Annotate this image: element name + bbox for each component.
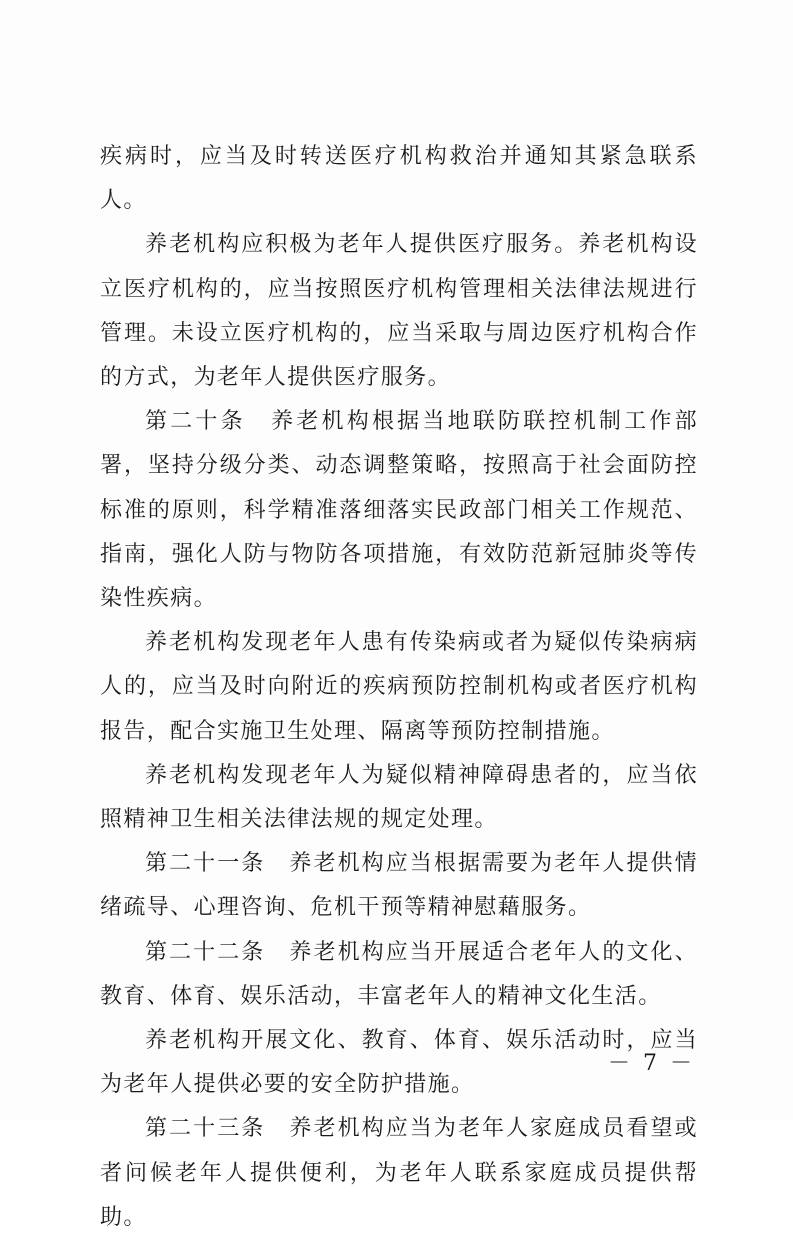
paragraph: 养老机构发现老年人为疑似精神障碍患者的，应当依照精神卫生相关法律法规的规定处理。 (100, 762, 698, 833)
page-number: － 7 － (608, 1051, 695, 1076)
paragraph: 养老机构应积极为老年人提供医疗服务。养老机构设立医疗机构的，应当按照医疗机构管理相关法律法规进行管理。未设立医疗机构的，应当采取与周边医疗机构合作的方式，为老年人提供医疗服务。 (100, 232, 698, 391)
paragraph: 第二十一条 养老机构应当根据需要为老年人提供情绪疏导、心理咨询、危机干预等精神慰藉服务。 (100, 851, 698, 921)
paragraph: 疾病时，应当及时转送医疗机构救治并通知其紧急联系人。 (100, 144, 698, 214)
paragraph: 养老机构发现老年人患有传染病或者为疑似传染病病人的，应当及时向附近的疾病预防控制机构或者医疗机构报告，配合实施卫生处理、隔离等预防控制措施。 (100, 630, 698, 744)
paragraph: 第二十三条 养老机构应当为老年人家庭成员看望或者问候老年人提供便利，为老年人联系家庭成员提供帮助。 (100, 1116, 698, 1230)
paragraph: 第二十二条 养老机构应当开展适合老年人的文化、教育、体育、娱乐活动，丰富老年人的精神文化生活。 (100, 939, 698, 1009)
paragraph: 第二十条 养老机构根据当地联防联控机制工作部署，坚持分级分类、动态调整策略，按照高于社会面防控标准的原则，科学精准落细落实民政部门相关工作规范、指南，强化人防与物防各项措施，有效防范新冠肺炎等传染性疾病。 (100, 409, 698, 612)
paragraph: 养老机构开展文化、教育、体育、娱乐活动时，应当为老年人提供必要的安全防护措施。 (100, 1028, 698, 1098)
